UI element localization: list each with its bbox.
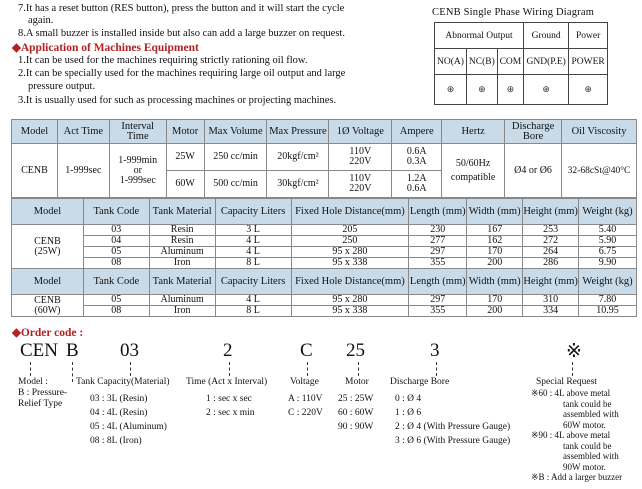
table-cell: 167	[467, 225, 523, 236]
table-cell: 272	[523, 236, 579, 247]
tank-header: Fixed Hole Distance(mm)	[291, 199, 409, 225]
voltage-option: C : 220V	[288, 408, 323, 418]
feature-7-line1: 7.It has a reset button (RES button), press the button and it will start the cycle	[18, 3, 345, 14]
table-cell: Aluminum	[149, 247, 215, 258]
spec-pressure: 30kgf/cm²	[267, 171, 329, 198]
code-bore: 3	[430, 340, 440, 361]
code-time: 2	[223, 340, 233, 361]
spec-header: Hertz	[442, 120, 505, 144]
wiring-header-ground: Ground	[524, 23, 569, 49]
spec-pressure: 20kgf/cm²	[267, 144, 329, 171]
table-cell: 95 x 338	[291, 306, 409, 317]
table-cell: 95 x 280	[291, 295, 409, 306]
table-cell: 170	[467, 247, 523, 258]
tank-option: 05 : 4L (Aluminum)	[90, 422, 167, 432]
tank-header: Tank Material	[149, 269, 215, 295]
voltage-label: Voltage	[290, 377, 319, 387]
motor-options	[338, 392, 373, 434]
tank-header: Width (mm)	[467, 199, 523, 225]
special-option-line: tank could be	[563, 398, 612, 409]
tank-header-row	[12, 199, 637, 225]
spec-act-time: 1-999sec	[57, 144, 109, 198]
table-cell: 95 x 280	[291, 247, 409, 258]
table-cell: 08	[83, 306, 149, 317]
hertz-line: compatible	[450, 171, 496, 183]
tank-header: Height (mm)	[523, 199, 579, 225]
hertz-line: 50/60Hz	[455, 157, 491, 169]
model-label	[18, 377, 67, 410]
bore-option: 2 : Ø 4 (With Pressure Gauge)	[395, 422, 511, 432]
table-row	[12, 236, 637, 247]
tank-header: Fixed Hole Distance(mm)	[291, 269, 409, 295]
spec-model: CENB	[12, 144, 58, 198]
special-option-line: assembled with	[563, 409, 619, 419]
special-option-line: ※60 : 4L above metal	[531, 388, 611, 398]
connector-line	[229, 362, 230, 376]
time-option: 1 : sec x sec	[206, 394, 252, 404]
spec-header: Discharge Bore	[505, 120, 562, 144]
voltage-value: 220V	[349, 156, 372, 167]
spec-viscosity: 32-68cSt@40°C	[562, 144, 637, 198]
special-option-line: ※90 : 4L above metal	[531, 430, 611, 440]
tank-header-row	[12, 269, 637, 295]
table-cell: 277	[409, 236, 467, 247]
code-cen: CEN	[20, 340, 58, 361]
spec-hertz	[442, 144, 505, 198]
motor-option: 25 : 25W	[338, 394, 374, 404]
voltage-value: 220V	[349, 183, 372, 194]
tank-model-line: CENB	[34, 235, 61, 247]
table-cell: 05	[83, 247, 149, 258]
bore-label: Discharge Bore	[390, 377, 450, 387]
bore-option: 0 : Ø 4	[395, 394, 422, 404]
terminal-screw-icon: ⊕	[524, 75, 569, 105]
connector-line	[572, 362, 573, 376]
spec-ampere	[392, 171, 442, 198]
spec-header: Ampere	[392, 120, 442, 144]
terminal-screw-icon: ⊕	[466, 75, 497, 105]
voltage-value: 110V	[349, 173, 372, 184]
tank-header: Weight (kg)	[579, 269, 637, 295]
table-cell: 297	[409, 295, 467, 306]
application-title: Application of Machines Equipment	[20, 42, 199, 54]
tank-header: Length (mm)	[409, 199, 467, 225]
table-cell: 230	[409, 225, 467, 236]
voltage-value: 110V	[349, 146, 372, 157]
spec-header: Oil Viscosity	[562, 120, 637, 144]
wiring-header-power: Power	[569, 23, 608, 49]
time-options	[206, 392, 255, 420]
table-cell: 286	[523, 258, 579, 269]
order-code-heading	[12, 325, 83, 339]
wiring-header-abnormal: Abnormal Output	[435, 23, 524, 49]
tank-header: Length (mm)	[409, 269, 467, 295]
table-cell: 264	[523, 247, 579, 258]
tank-header: Capacity Liters	[215, 199, 291, 225]
table-cell: 253	[523, 225, 579, 236]
connector-line	[436, 362, 437, 376]
diamond-icon: ◆	[12, 327, 21, 339]
tank-option: 04 : 4L (Resin)	[90, 408, 148, 418]
tank-header: Width (mm)	[467, 269, 523, 295]
spec-header: Model	[12, 120, 58, 144]
tank-header: Weight (kg)	[579, 199, 637, 225]
time-label: Time (Act x Interval)	[186, 377, 268, 387]
tank-capacity-label: Tank Capacity(Material)	[76, 377, 170, 387]
time-option: 2 : sec x min	[206, 408, 255, 418]
special-option-line: tank could be	[563, 440, 612, 451]
special-label: Special Request	[536, 377, 597, 387]
order-code-title: Order code :	[20, 327, 84, 339]
spec-header: 1Ø Voltage	[329, 120, 392, 144]
diamond-icon: ◆	[12, 42, 21, 54]
tank-header: Tank Code	[83, 269, 149, 295]
table-cell: 95 x 338	[291, 258, 409, 269]
application-heading	[12, 40, 199, 54]
table-cell: 355	[409, 306, 467, 317]
connector-line	[72, 362, 73, 382]
table-row	[12, 295, 637, 306]
spec-voltage	[329, 144, 392, 171]
terminal-screw-icon: ⊕	[497, 75, 523, 105]
spec-header: Max Pressure	[267, 120, 329, 144]
table-cell: Resin	[149, 236, 215, 247]
table-cell: 8 L	[215, 306, 291, 317]
ampere-value: 1.2A	[406, 173, 427, 184]
table-cell: 05	[83, 295, 149, 306]
interval-line: or	[133, 164, 142, 176]
table-cell: 4 L	[215, 247, 291, 258]
tank-model	[12, 225, 84, 269]
ampere-value: 0.6A	[406, 183, 427, 194]
tank-header: Tank Material	[149, 199, 215, 225]
spec-motor: 25W	[166, 144, 204, 171]
model-label-line: B : Pressure-	[18, 388, 68, 398]
table-cell: 04	[83, 236, 149, 247]
table-cell: 297	[409, 247, 467, 258]
table-cell: 200	[467, 258, 523, 269]
spec-volume: 500 cc/min	[204, 171, 267, 198]
interval-line: 1-999sec	[119, 174, 156, 186]
tank-options	[90, 392, 167, 448]
table-cell: 4 L	[215, 236, 291, 247]
application-2-line1: 2.It can be specially used for the machines requiring large oil output and large	[18, 68, 346, 79]
connector-line	[307, 362, 308, 376]
spec-motor: 60W	[166, 171, 204, 198]
tank-model-line: CENB	[34, 294, 61, 306]
table-cell: 310	[523, 295, 579, 306]
table-row	[12, 306, 637, 317]
model-label-line: Relief Type	[18, 399, 63, 409]
table-cell: Iron	[149, 306, 215, 317]
table-cell: 334	[523, 306, 579, 317]
application-1: 1.It can be used for the machines requiring strictly rationing oil flow.	[18, 55, 308, 66]
spec-ampere	[392, 144, 442, 171]
voltage-options	[288, 392, 323, 420]
terminal-screw-icon: ⊕	[435, 75, 467, 105]
spec-voltage	[329, 171, 392, 198]
tank-table	[11, 198, 637, 317]
tank-option: 03 : 3L (Resin)	[90, 394, 148, 404]
table-cell: Iron	[149, 258, 215, 269]
tank-header: Tank Code	[83, 199, 149, 225]
table-cell: 8 L	[215, 258, 291, 269]
table-cell: 08	[83, 258, 149, 269]
code-tank: 03	[120, 340, 139, 361]
table-cell: 6.75	[579, 247, 637, 258]
special-options	[531, 388, 622, 483]
code-voltage: C	[300, 340, 313, 361]
tank-option: 08 : 8L (Iron)	[90, 436, 142, 446]
table-cell: 7.80	[579, 295, 637, 306]
motor-option: 90 : 90W	[338, 422, 374, 432]
table-cell: 03	[83, 225, 149, 236]
feature-7-line2: again.	[28, 15, 54, 26]
spec-header: Interval Time	[109, 120, 166, 144]
table-cell: 162	[467, 236, 523, 247]
spec-volume: 250 cc/min	[204, 144, 267, 171]
table-row	[12, 258, 637, 269]
tank-model-line: (25W)	[34, 245, 61, 257]
code-motor: 25	[346, 340, 365, 361]
terminal-power: POWER	[569, 49, 608, 75]
motor-label: Motor	[345, 377, 369, 387]
connector-line	[358, 362, 359, 376]
wiring-title: CENB Single Phase Wiring Diagram	[432, 7, 595, 18]
application-3: 3.It is usually used for such as processing machines or projecting machines.	[18, 95, 337, 106]
table-cell: 4 L	[215, 295, 291, 306]
spec-table	[11, 119, 637, 198]
bore-options	[395, 392, 510, 448]
table-cell: Aluminum	[149, 295, 215, 306]
connector-line	[30, 362, 31, 376]
code-special: ※	[566, 341, 582, 362]
tank-model	[12, 295, 84, 317]
table-cell: 355	[409, 258, 467, 269]
spec-header: Act Time	[57, 120, 109, 144]
terminal-gnd: GND(P.E)	[524, 49, 569, 75]
special-option-line: assembled with	[563, 451, 619, 461]
tank-header: Model	[12, 199, 84, 225]
table-cell: 5.90	[579, 236, 637, 247]
table-cell: 5.40	[579, 225, 637, 236]
spec-header-row	[12, 120, 637, 144]
motor-option: 60 : 60W	[338, 408, 374, 418]
table-cell: 250	[291, 236, 409, 247]
application-2-line2: pressure output.	[28, 81, 96, 92]
voltage-option: A : 110V	[288, 394, 323, 404]
bore-option: 1 : Ø 6	[395, 408, 422, 418]
feature-8: 8.A small buzzer is installed inside but also can add a large buzzer on request.	[18, 28, 345, 39]
table-cell: 10.95	[579, 306, 637, 317]
interval-line: 1-999min	[118, 154, 158, 166]
terminal-screw-icon: ⊕	[569, 75, 608, 105]
code-type: B	[66, 340, 79, 361]
terminal-nc: NC(B)	[466, 49, 497, 75]
table-cell: Resin	[149, 225, 215, 236]
table-cell: 200	[467, 306, 523, 317]
tank-model-line: (60W)	[34, 304, 61, 316]
connector-line	[130, 362, 131, 376]
bore-option: 3 : Ø 6 (With Pressure Gauge)	[395, 436, 511, 446]
table-cell: 9.90	[579, 258, 637, 269]
table-cell: 205	[291, 225, 409, 236]
spec-interval	[109, 144, 166, 198]
tank-header: Height (mm)	[523, 269, 579, 295]
model-label-line: Model :	[18, 377, 48, 387]
wiring-table	[434, 22, 608, 105]
ampere-value: 0.3A	[406, 156, 427, 167]
table-row	[12, 225, 637, 236]
terminal-com: COM	[497, 49, 523, 75]
special-option-line: 60W motor.	[563, 419, 606, 430]
special-option-line: 90W motor.	[563, 461, 606, 472]
tank-header: Capacity Liters	[215, 269, 291, 295]
ampere-value: 0.6A	[406, 146, 427, 157]
tank-header: Model	[12, 269, 84, 295]
spec-bore: Ø4 or Ø6	[505, 144, 562, 198]
special-option-line: ※B : Add a larger buzzer	[531, 472, 623, 482]
table-cell: 170	[467, 295, 523, 306]
table-cell: 3 L	[215, 225, 291, 236]
table-row	[12, 247, 637, 258]
spec-header: Motor	[166, 120, 204, 144]
terminal-no: NO(A)	[435, 49, 467, 75]
spec-header: Max Volume	[204, 120, 267, 144]
